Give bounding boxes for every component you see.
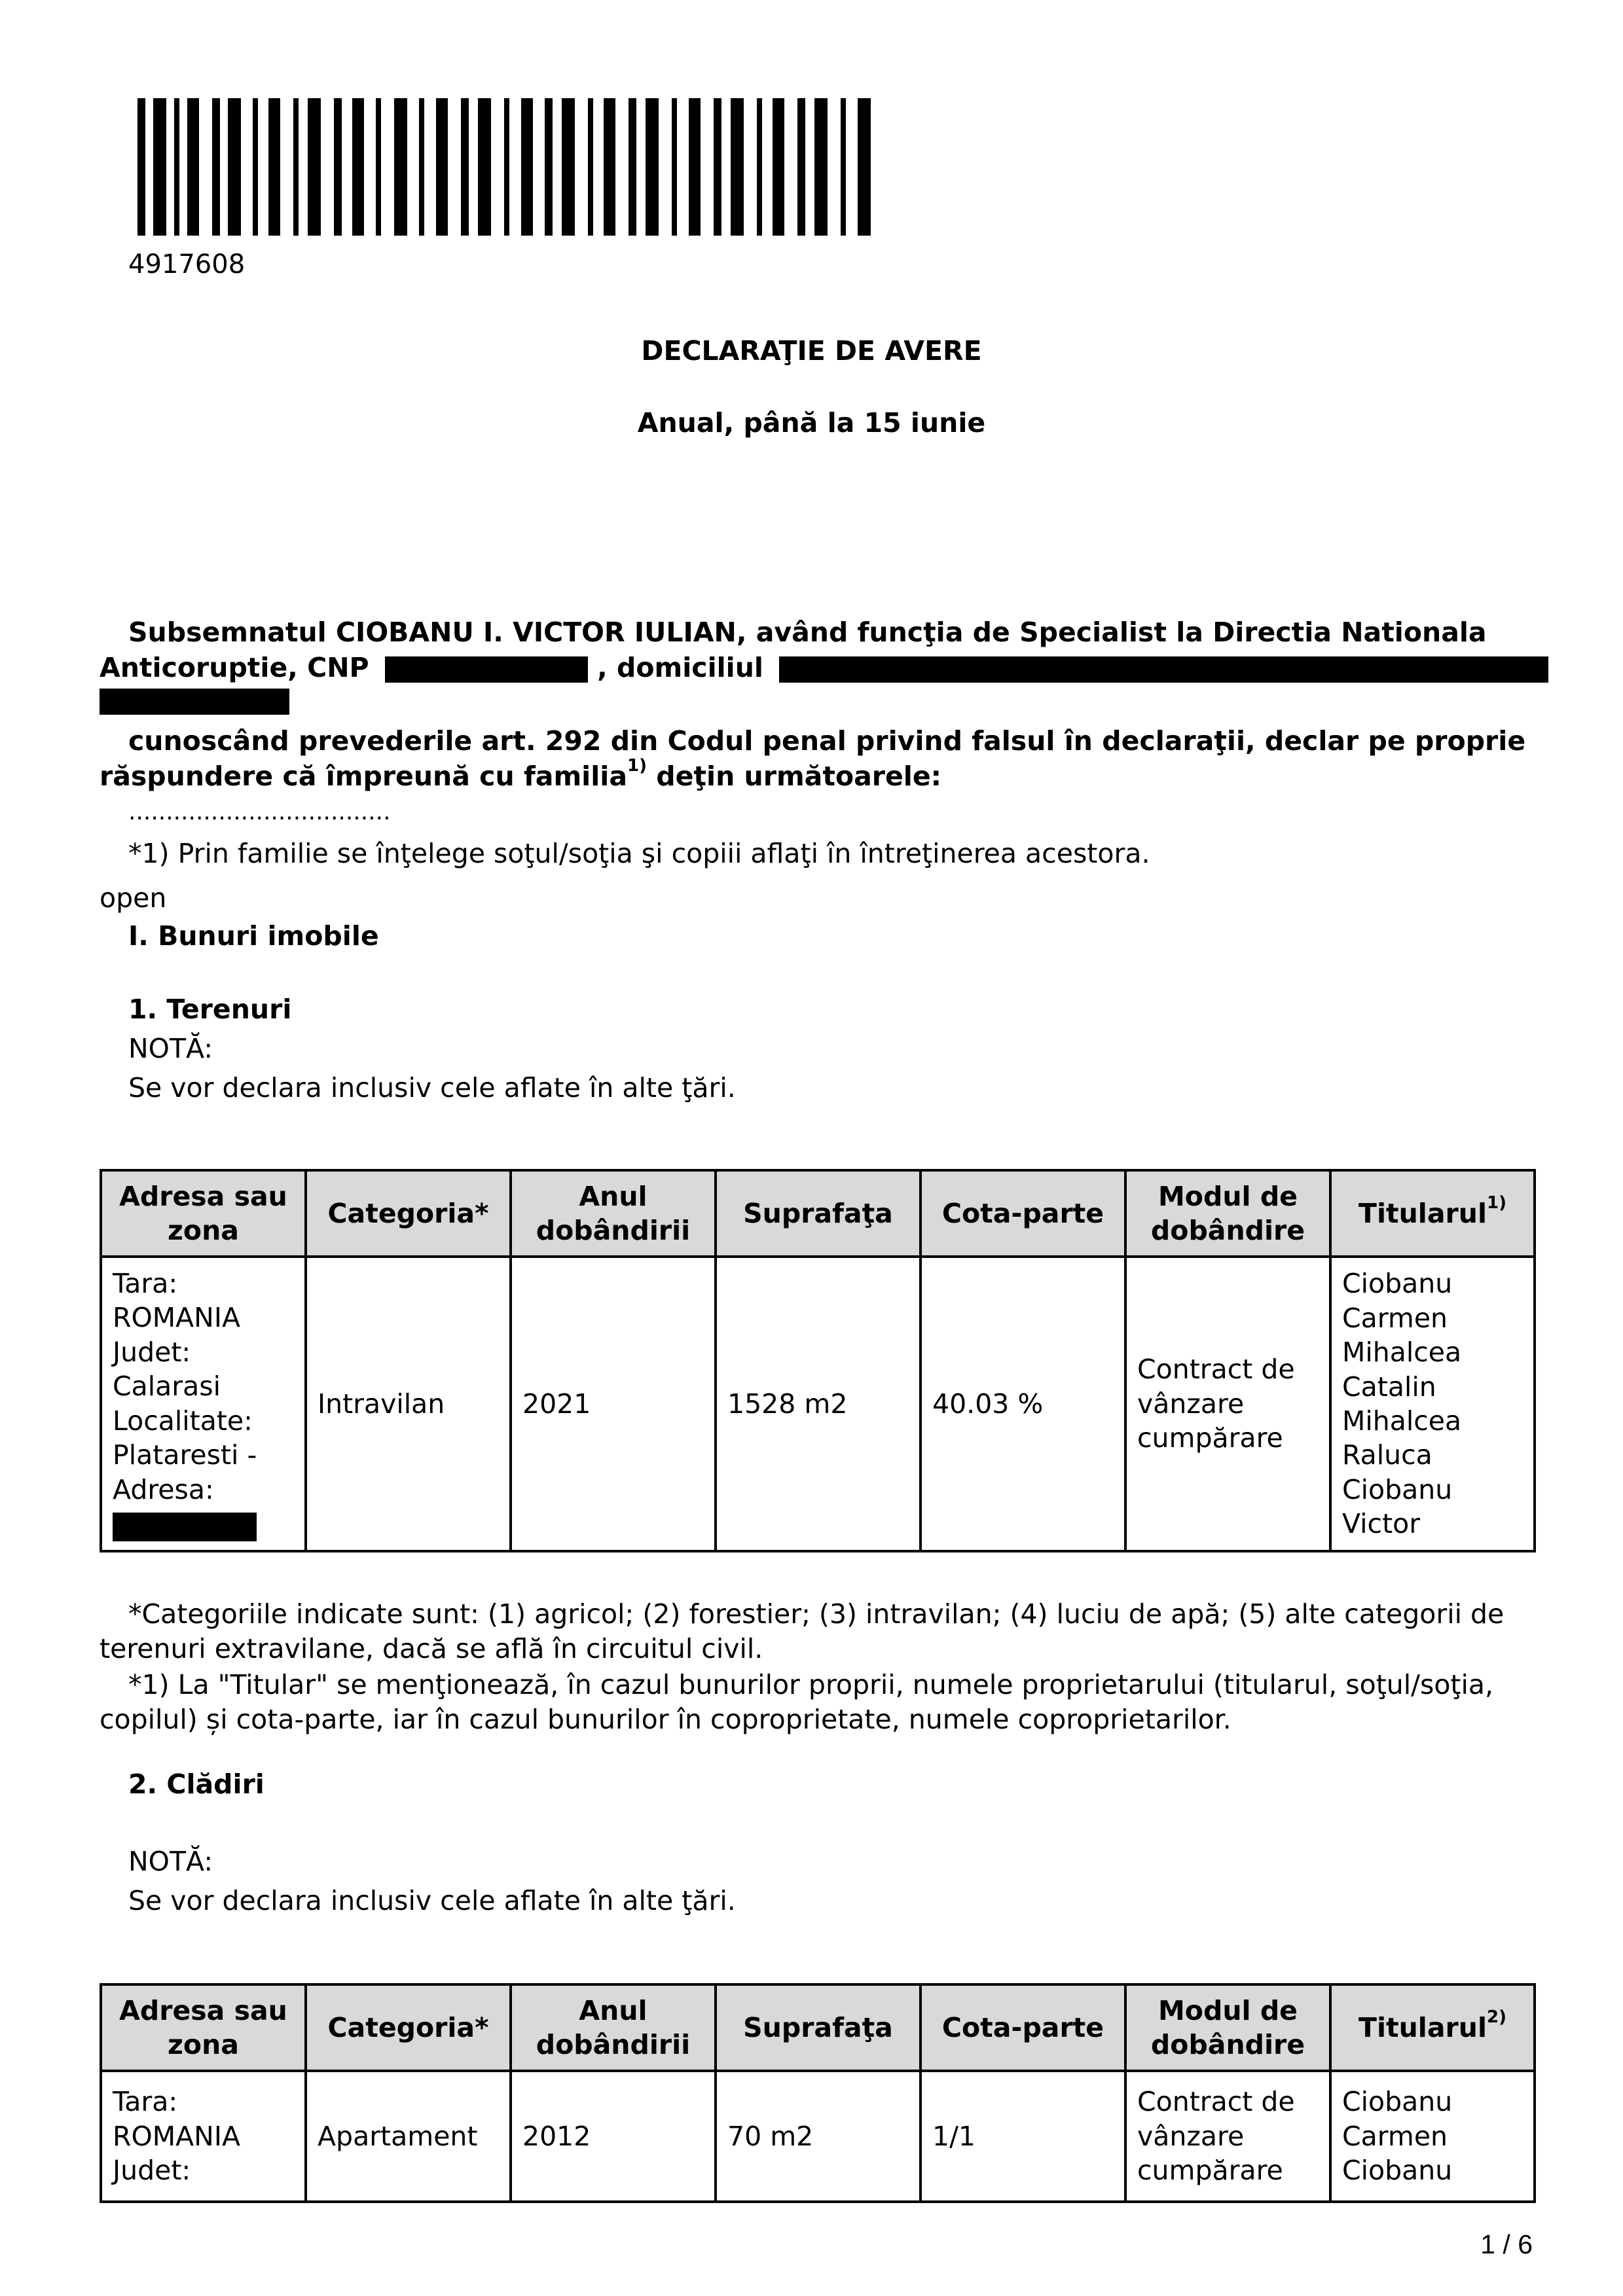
note-text-2: Se vor declara inclusiv cele aflate în alte ţări.: [128, 1885, 736, 1916]
family-footnote: *1) Prin familie se înţelege soţul/soţia şi copiii aflaţi în întreţinerea acestora.: [128, 838, 1150, 869]
cell-year: 2012: [511, 2071, 716, 2202]
cell-holder: Ciobanu Carmen Mihalcea Catalin Mihalcea Raluca Ciobanu Victor: [1330, 1257, 1535, 1551]
section-heading-real-estate: I. Bunuri imobile: [128, 920, 379, 952]
holder-footnote-ref: 1): [1487, 1193, 1506, 1213]
redacted-land-address: [113, 1513, 257, 1541]
redacted-address-cont: [100, 689, 289, 715]
col-header-mode: Modul de dobândire: [1125, 1170, 1330, 1257]
cell-address: [101, 1257, 306, 1551]
col-header-category: Categoria*: [306, 1984, 511, 2071]
col-header-year: Anul dobândirii: [511, 1170, 716, 1257]
document-title: DECLARAŢIE DE AVERE: [641, 335, 982, 367]
table-row: [101, 1257, 1535, 1551]
holder-footnote-ref: 2): [1487, 2007, 1506, 2027]
intro-domicile-label: , domiciliul: [597, 652, 763, 683]
col-header-category: Categoria*: [306, 1170, 511, 1257]
col-header-address: Adresa sau zona: [101, 1984, 306, 2071]
note-label: NOTĂ:: [128, 1033, 213, 1064]
subsection-buildings: 2. Clădiri: [128, 1768, 264, 1800]
col-header-year: Anul dobândirii: [511, 1984, 716, 2071]
intro-line-3: cunoscând prevederile art. 292 din Codul penal privind falsul în declaraţii, declar pe proprie: [128, 725, 1526, 757]
barcode: [137, 98, 881, 236]
table-row: [101, 2071, 1535, 2202]
barcode-number: 4917608: [128, 249, 246, 279]
intro-line-4: [100, 756, 942, 794]
holder-header-text: Titularul: [1359, 1197, 1487, 1229]
note-label-2: NOTĂ:: [128, 1846, 213, 1877]
col-header-holder: [1330, 1984, 1535, 2071]
redacted-address: [779, 656, 1548, 683]
address-text: Tara: ROMANIA Judet: Calarasi Localitate: Plataresti - Adresa:: [113, 1267, 257, 1505]
col-header-address: Adresa sau zona: [101, 1170, 306, 1257]
cell-category: Apartament: [306, 2071, 511, 2202]
intro-line-4-end: deţin următoarele:: [647, 761, 942, 792]
cell-year: 2021: [511, 1257, 716, 1551]
intro-line-4-text: răspundere că împreună cu familia: [100, 761, 628, 792]
footnote-ref: 1): [627, 756, 647, 776]
cell-mode: Contract de vânzare cumpărare: [1125, 2071, 1330, 2202]
cell-area: 1528 m2: [716, 1257, 921, 1551]
cell-category: Intravilan: [306, 1257, 511, 1551]
holder-header-text: Titularul: [1359, 2011, 1487, 2043]
categories-note: *Categoriile indicate sunt: (1) agricol; (2) forestier; (3) intravilan; (4) luciu de apă; (5) alte categorii de terenuri extravilane, dacă se află în circuitul civil.: [100, 1598, 1504, 1665]
intro-cnp-label: Anticoruptie, CNP: [100, 652, 369, 683]
land-table: [100, 1169, 1536, 1552]
buildings-table: [100, 1983, 1536, 2203]
cell-share: 1/1: [921, 2071, 1125, 2202]
col-header-area: Suprafaţa: [716, 1984, 921, 2071]
intro-line-1: Subsemnatul CIOBANU I. VICTOR IULIAN, având funcţia de Specialist la Directia Nationala: [128, 617, 1487, 648]
page-number: 1 / 6: [1480, 2229, 1533, 2259]
col-header-area: Suprafaţa: [716, 1170, 921, 1257]
redacted-cnp: [385, 656, 588, 683]
titular-note: *1) La "Titular" se menţionează, în cazul bunurilor proprii, numele proprietarului (titularul, soţul/soţia, copilul) și cota-parte, iar în cazul bunurilor în coproprietate, numele coproprietarilor.: [100, 1669, 1494, 1736]
cell-address: Tara: ROMANIA Judet:: [101, 2071, 306, 2202]
subsection-land: 1. Terenuri: [128, 994, 292, 1025]
cell-share: 40.03 %: [921, 1257, 1125, 1551]
col-header-share: Cota-parte: [921, 1170, 1125, 1257]
col-header-share: Cota-parte: [921, 1984, 1125, 2071]
open-text: open: [100, 882, 167, 914]
note-text: Se vor declara inclusiv cele aflate în alte ţări.: [128, 1072, 736, 1103]
col-header-holder: [1330, 1170, 1535, 1257]
cell-holder: Ciobanu Carmen Ciobanu: [1330, 2071, 1535, 2202]
cell-area: 70 m2: [716, 2071, 921, 2202]
document-subtitle: Anual, până la 15 iunie: [637, 407, 986, 439]
cell-mode: Contract de vânzare cumpărare: [1125, 1257, 1330, 1551]
dotted-line: ...................................: [128, 798, 391, 825]
intro-line-2: [100, 651, 1548, 685]
col-header-mode: Modul de dobândire: [1125, 1984, 1330, 2071]
